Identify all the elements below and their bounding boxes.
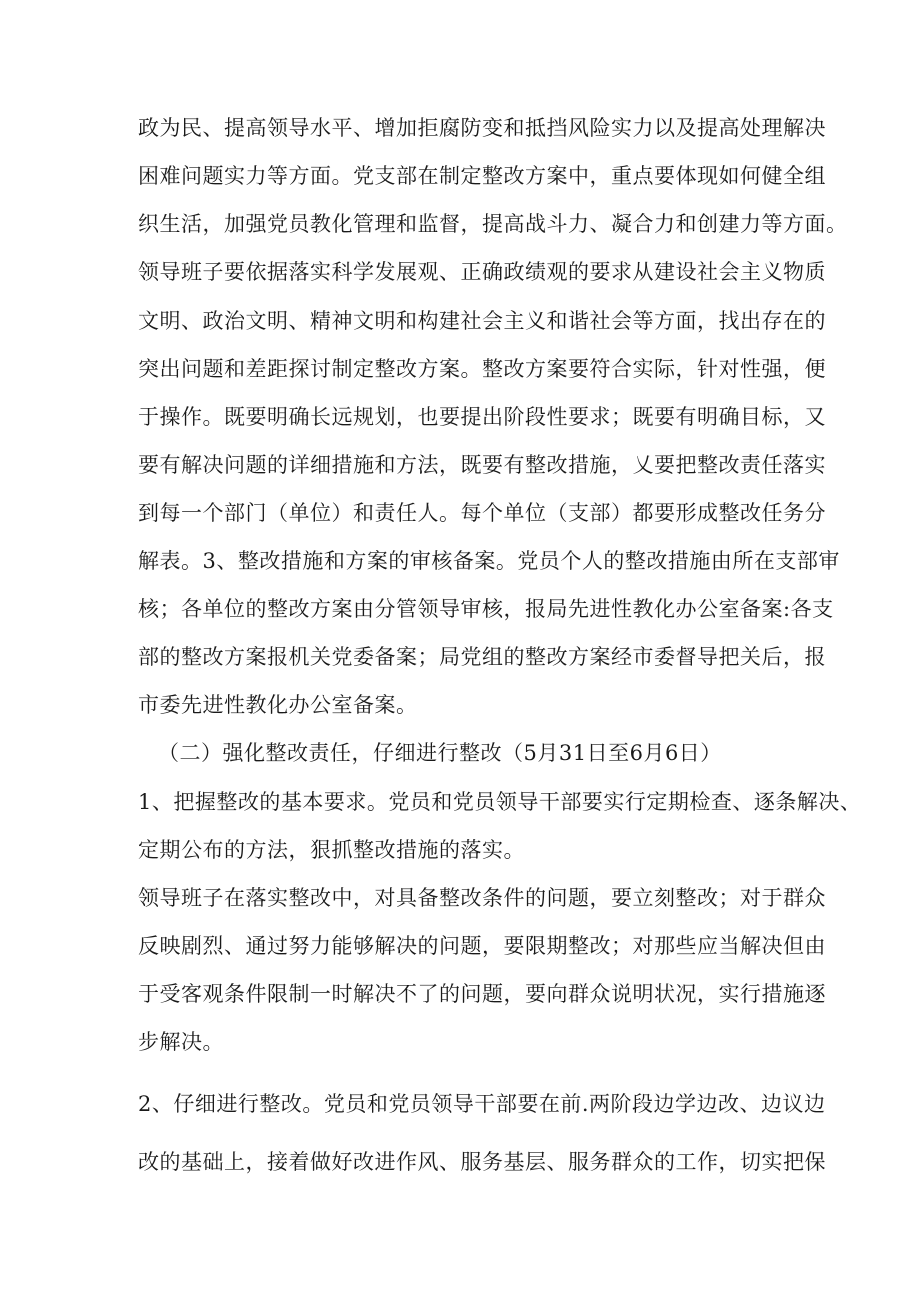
paragraph-line: 领导班子在落实整改中，对具备整改条件的问题，要立刻整改；对于群众 — [138, 886, 826, 910]
paragraph-line: 突出问题和差距探讨制定整改方案。整改方案要符合实际，针对性强，便 — [138, 357, 826, 381]
paragraph-line: 反映剧烈、通过努力能够解决的问题，要限期整改；对那些应当解决但由 — [138, 934, 826, 958]
paragraph-line: 改的基础上，接着做好改进作风、服务基层、服务群众的工作，切实把保 — [138, 1150, 826, 1174]
section-heading: （二）强化整改责任，仔细进行整改（5月31日至6月6日） — [158, 741, 722, 765]
paragraph-line: 要有解决问题的详细措施和方法，既要有整改措施，乂要把整改责任落实 — [138, 453, 826, 477]
paragraph-line: 市委先进性教化办公室备案。 — [138, 693, 418, 717]
paragraph-line: 核；各单位的整改方案由分管领导审核，报局先进性教化办公室备案:各支 — [138, 597, 834, 621]
paragraph-line: 领导班子要依据落实科学发展观、正确政绩观的要求从建设社会主义物质 — [138, 260, 826, 284]
paragraph-line: 于受客观条件限制一时解决不了的问题，要向群众说明状况，实行措施逐 — [138, 982, 826, 1006]
paragraph-line: 于操作。既要明确长远规划，也要提出阶段性要求；既要有明确目标，又 — [138, 405, 826, 429]
paragraph-line: 部的整改方案报机关党委备案；局党组的整改方案经市委督导把关后，报 — [138, 645, 826, 669]
paragraph-line: 2、仔细进行整改。党员和党员领导干部要在前.两阶段边学边改、边议边 — [138, 1092, 826, 1116]
paragraph-line: 步解决。 — [138, 1030, 224, 1054]
paragraph-line: 解表。3、整改措施和方案的审核备案。党员个人的整改措施由所在支部审 — [138, 549, 840, 573]
paragraph-line: 文明、政治文明、精神文明和构建社会主义和谐社会等方面，找出存在的 — [138, 309, 826, 333]
paragraph-line: 定期公布的方法，狠抓整改措施的落实。 — [138, 838, 525, 862]
paragraph-line: 困难问题实力等方面。党支部在制定整改方案中，重点要体现如何健全组 — [138, 164, 826, 188]
paragraph-line: 到每一个部门（单位）和责任人。每个单位（支部）都要形成整改任务分 — [138, 501, 826, 525]
paragraph-line: 织生活，加强党员教化管理和监督，提高战斗力、凝合力和创建力等方面。 — [138, 212, 848, 236]
paragraph-line: 1、把握整改的基本要求。党员和党员领导干部要实行定期检查、逐条解决、 — [138, 790, 862, 814]
paragraph-line: 政为民、提高领导水平、增加拒腐防变和抵挡风险实力以及提高处理解决 — [138, 116, 826, 140]
